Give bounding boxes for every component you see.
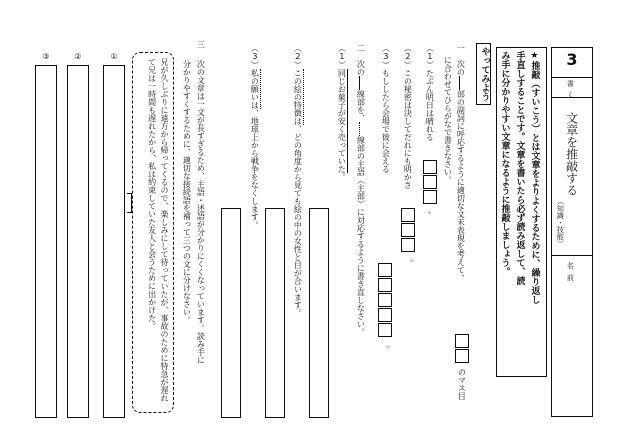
page-subtitle: （知識・技能） [556,198,565,247]
q1-item-3-answer-cell-2[interactable] [378,278,392,292]
q1-item-1-answer-cell-2[interactable] [423,175,437,189]
header-divider-2 [552,97,592,98]
q1-item-3-period: 。 [386,340,394,349]
q1-instruction-line-1: 一 次の部の副詞に呼応するように適切な文末表現を考えて、 [456,44,466,282]
q3-answer-label-2: ② [74,52,82,61]
q1-item-3-answer-cell-1[interactable] [378,263,392,277]
intro-line-1: ★推敲（すいこう）とは文章をよりよくするために、繰り返し [529,51,540,304]
yattemiyou-badge: やってみよう [476,43,491,105]
q1-item-3-answer-cell-4[interactable] [378,308,392,322]
kaku-label: 書く [566,80,575,102]
q3-instruction-line-1: 次の文章は一文が長すぎるため、主語・述語が分かりにくくなっています。読み手に [196,60,206,364]
q3-answer-label-3: ③ [42,52,50,61]
q2-item-2-wavy: この絵の特徴は [293,69,303,125]
q3-answer-box-1[interactable] [103,65,125,418]
q2-item-3-answer-box[interactable] [221,208,241,418]
q2-item-3-wavy: 私の願いは [250,69,260,109]
q2-item-3: （3）私の願いは、地球上から戦争をなくします。 [250,44,260,229]
q3-number: 三 [196,40,206,48]
q1-instruction-cell-2 [455,349,469,363]
intro-line-2: 手直しすることです。文章を書いたら必ず読み返して、読 [514,51,525,285]
q1-instruction-cell-1 [455,334,469,348]
q1-underline-sample [459,76,460,90]
q1-item-2-answer-cell-3[interactable] [401,238,415,252]
header-divider-3 [552,255,592,256]
q3-passage: 兄が久しぶりに遠方から帰ってくるので、楽しみにして待っていたが、事故のために特急が遅れて兄は一時間も遅れたから、私は約束していた友人と会うために出かけた。 [147,58,169,402]
q1-item-1-answer-cell-1[interactable] [423,160,437,174]
q3-instruction-line-2: 分かりやすくするために、適切な接続語を補って三つの文に分けなさい。 [182,60,192,324]
q3-answer-label-1: ① [110,52,118,61]
q1-item-3-answer-cell-5[interactable] [378,323,392,337]
q3-bracket-mark [127,193,132,213]
q1-item-1-period: 。 [428,206,436,215]
q2-number: 二 [356,44,366,52]
q3-answer-box-2[interactable] [67,65,89,418]
name-field[interactable] [553,285,591,415]
page-title: 文章を推敲する [564,112,579,196]
q2-item-1-answer-box[interactable] [309,208,329,418]
q1-item-2-answer-cell-1[interactable] [401,208,415,222]
q1-item-2-period: 。 [410,254,418,263]
q1-item-3-answer-cell-3[interactable] [378,293,392,307]
worksheet-number: 3 [566,50,578,69]
name-label: 名前 [566,262,575,286]
q1-item-1-answer-cell-3[interactable] [423,190,437,204]
q1-number: 一 [456,44,466,52]
q3-answer-box-3[interactable] [35,65,57,418]
q1-instruction-cell-caption: のマス目 [457,368,467,400]
q1-item-2-answer-cell-2[interactable] [401,223,415,237]
q1-item-2: （2）この秘密は決してだれにも明かさ [403,44,413,189]
q2-item-2: （2）この絵の特徴は、どの角度から見ても絵の中の女性と目が合います。 [293,44,303,317]
q2-item-2-answer-box[interactable] [265,208,285,418]
q2-instruction: 二 次の線部を、線部の主語（主部）に対応するように書き直しなさい。 [356,44,366,336]
q2-item-1: （1）同じお菓子が安く売っていた。 [337,44,347,181]
q1-item-3: （3）もししたら会場で彼に会える [381,44,391,173]
intro-line-3: み手に分かりやすい文章になるように推敲しましょう。 [499,51,510,276]
q2-item-1-underlined: 同じお菓子が安く売っていた [337,69,347,173]
q1-instruction-line-2: に合わせてひらがなで書きなさい。 [443,56,453,184]
header-divider-1 [552,77,592,78]
q1-item-1: （1）たぶん明日は晴れる [425,44,435,141]
